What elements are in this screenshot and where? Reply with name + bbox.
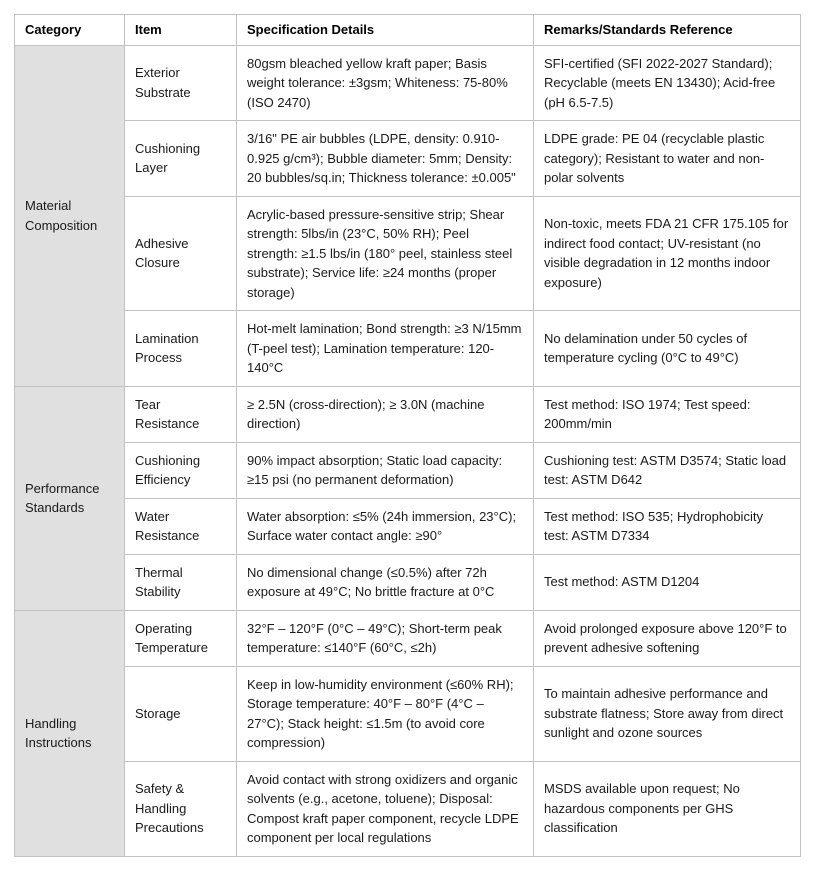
table-row: [15, 554, 801, 610]
remarks-cell: No delamination under 50 cycles of temperature cycling (0°C to 49°C): [534, 311, 801, 387]
item-cell: Thermal Stability: [125, 554, 237, 610]
spec-cell: Water absorption: ≤5% (24h immersion, 23°C); Surface water contact angle: ≥90°: [237, 498, 534, 554]
spec-table-body: [15, 45, 801, 856]
spec-cell: Hot-melt lamination; Bond strength: ≥3 N/15mm (T-peel test); Lamination temperature: 120-140°C: [237, 311, 534, 387]
spec-cell: ≥ 2.5N (cross-direction); ≥ 3.0N (machine direction): [237, 386, 534, 442]
remarks-cell: LDPE grade: PE 04 (recyclable plastic category); Resistant to water and non-polar solvents: [534, 121, 801, 197]
column-header-item: Item: [125, 15, 237, 46]
column-header-category: Category: [15, 15, 125, 46]
item-cell: Water Resistance: [125, 498, 237, 554]
spec-cell: 90% impact absorption; Static load capacity: ≥15 psi (no permanent deformation): [237, 442, 534, 498]
item-cell: Cushioning Layer: [125, 121, 237, 197]
remarks-cell: Test method: ISO 1974; Test speed: 200mm/min: [534, 386, 801, 442]
table-row: [15, 498, 801, 554]
remarks-cell: SFI-certified (SFI 2022-2027 Standard); Recyclable (meets EN 13430); Acid-free (pH 6.5-7.5): [534, 45, 801, 121]
spec-cell: No dimensional change (≤0.5%) after 72h exposure at 49°C; No brittle fracture at 0°C: [237, 554, 534, 610]
category-cell: Handling Instructions: [15, 610, 125, 856]
table-header-row: [15, 15, 801, 46]
item-cell: Exterior Substrate: [125, 45, 237, 121]
spec-cell: Acrylic-based pressure-sensitive strip; Shear strength: 5lbs/in (23°C, 50% RH); Peel strength: ≥1.5 lbs/in (180° peel, stainless steel substrate); Service life: ≥24 months (proper storage): [237, 196, 534, 311]
item-cell: Cushioning Efficiency: [125, 442, 237, 498]
spec-table: [14, 14, 801, 857]
remarks-cell: Non-toxic, meets FDA 21 CFR 175.105 for indirect food contact; UV-resistant (no visible degradation in 12 months indoor exposure): [534, 196, 801, 311]
remarks-cell: Avoid prolonged exposure above 120°F to prevent adhesive softening: [534, 610, 801, 666]
item-cell: Tear Resistance: [125, 386, 237, 442]
spec-cell: Keep in low-humidity environment (≤60% RH); Storage temperature: 40°F – 80°F (4°C – 27°C); Stack height: ≤1.5m (to avoid core compression): [237, 666, 534, 761]
category-cell: Performance Standards: [15, 386, 125, 610]
item-cell: Operating Temperature: [125, 610, 237, 666]
table-row: [15, 761, 801, 856]
spec-cell: 3/16" PE air bubbles (LDPE, density: 0.910-0.925 g/cm³); Bubble diameter: 5mm; Density: 20 bubbles/sq.in; Thickness tolerance: ±0.005": [237, 121, 534, 197]
remarks-cell: Test method: ISO 535; Hydrophobicity test: ASTM D7334: [534, 498, 801, 554]
item-cell: Lamination Process: [125, 311, 237, 387]
item-cell: Storage: [125, 666, 237, 761]
spec-cell: 32°F – 120°F (0°C – 49°C); Short-term peak temperature: ≤140°F (60°C, ≤2h): [237, 610, 534, 666]
remarks-cell: Test method: ASTM D1204: [534, 554, 801, 610]
spec-cell: Avoid contact with strong oxidizers and organic solvents (e.g., acetone, toluene); Disposal: Compost kraft paper component, recycle LDPE component per local regulations: [237, 761, 534, 856]
table-row: [15, 196, 801, 311]
remarks-cell: To maintain adhesive performance and substrate flatness; Store away from direct sunlight and ozone sources: [534, 666, 801, 761]
table-row: [15, 610, 801, 666]
table-row: [15, 45, 801, 121]
remarks-cell: Cushioning test: ASTM D3574; Static load test: ASTM D642: [534, 442, 801, 498]
table-row: [15, 121, 801, 197]
table-row: [15, 386, 801, 442]
item-cell: Safety & Handling Precautions: [125, 761, 237, 856]
column-header-specification-details: Specification Details: [237, 15, 534, 46]
item-cell: Adhesive Closure: [125, 196, 237, 311]
table-row: [15, 666, 801, 761]
table-row: [15, 311, 801, 387]
remarks-cell: MSDS available upon request; No hazardous components per GHS classification: [534, 761, 801, 856]
spec-cell: 80gsm bleached yellow kraft paper; Basis weight tolerance: ±3gsm; Whiteness: 75-80% (ISO 2470): [237, 45, 534, 121]
category-cell: Material Composition: [15, 45, 125, 386]
column-header-remarks-standards-reference: Remarks/Standards Reference: [534, 15, 801, 46]
table-row: [15, 442, 801, 498]
